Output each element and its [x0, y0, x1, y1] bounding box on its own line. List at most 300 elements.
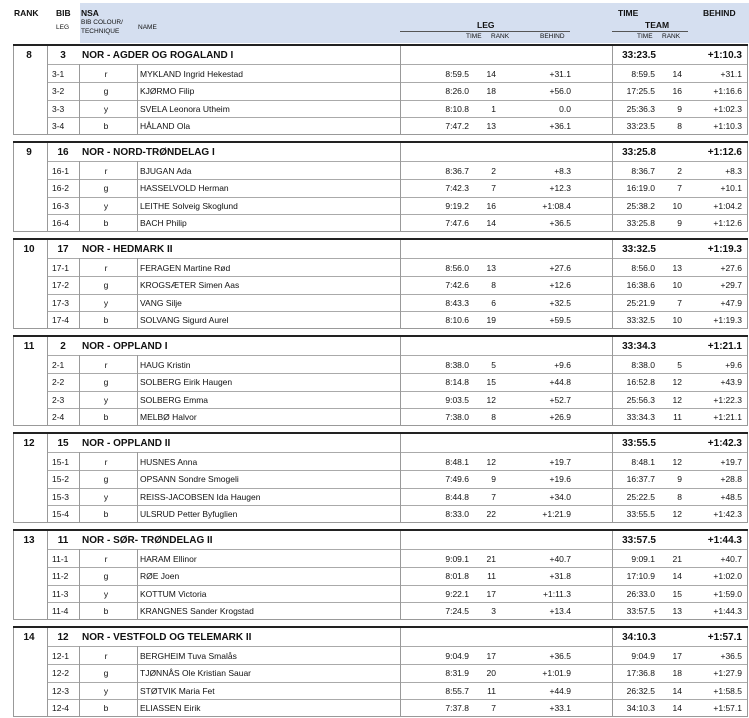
- column-divider: [137, 452, 138, 522]
- leg-behind: +31.1: [549, 68, 571, 79]
- header-leg-time: TIME: [466, 33, 482, 40]
- column-divider: [612, 531, 613, 619]
- column-divider: [137, 161, 138, 231]
- leg-number: 16-2: [52, 183, 70, 193]
- leg-behind: +36.5: [549, 650, 571, 661]
- column-divider: [747, 240, 748, 328]
- team-rank: 14: [23, 631, 35, 643]
- team-name: NOR - NORD-TRØNDELAG I: [82, 146, 215, 158]
- team-cumulative-behind: +27.6: [720, 262, 742, 273]
- leg-group-underline: [400, 31, 570, 32]
- column-divider: [47, 337, 48, 425]
- column-divider: [137, 355, 138, 425]
- leg-behind: +34.0: [549, 491, 571, 502]
- column-divider: [47, 434, 48, 522]
- team-name: NOR - SØR- TRØNDELAG II: [82, 534, 213, 546]
- athlete-name: BACH Philip: [140, 218, 187, 228]
- team-cumulative-time: 8:56.0: [631, 262, 655, 273]
- leg-row: [13, 215, 748, 232]
- leg-time: 7:47.6: [445, 218, 469, 228]
- bib-colour: b: [103, 315, 109, 325]
- team-cumulative-rank: 14: [672, 703, 682, 713]
- team-row: [13, 337, 748, 355]
- bib-colour: b: [103, 509, 109, 519]
- leg-row: [13, 259, 748, 276]
- leg-row: [13, 197, 748, 214]
- team-cumulative-rank: 15: [672, 588, 682, 599]
- column-divider: [13, 143, 14, 231]
- leg-time: 9:04.9: [445, 650, 469, 661]
- leg-row: [13, 100, 748, 117]
- column-divider: [79, 646, 80, 716]
- header-time: TIME: [618, 8, 639, 18]
- leg-rank: 13: [486, 262, 496, 273]
- athlete-name: KJØRMO Filip: [140, 86, 195, 96]
- column-divider: [47, 143, 48, 231]
- leg-rank: 13: [486, 121, 496, 131]
- team-cumulative-behind: +1:44.3: [713, 606, 742, 616]
- column-divider: [747, 434, 748, 522]
- athlete-name: KRANGNES Sander Krogstad: [140, 606, 254, 616]
- leg-rank: 6: [491, 297, 496, 308]
- team-cumulative-time: 8:38.0: [631, 359, 655, 370]
- leg-rank: 21: [486, 553, 496, 564]
- bib-colour: r: [104, 262, 108, 273]
- leg-behind: +32.5: [549, 297, 571, 308]
- bib-colour: r: [104, 553, 108, 564]
- leg-behind: +1:11.3: [543, 588, 571, 599]
- leg-row: [13, 682, 748, 699]
- bib-colour: g: [103, 86, 109, 96]
- bib-colour: y: [103, 200, 109, 211]
- bib-colour: y: [103, 491, 109, 502]
- leg-row: [13, 488, 748, 505]
- team-cumulative-behind: +1:12.6: [713, 218, 742, 228]
- team-cumulative-rank: 17: [672, 650, 682, 661]
- team-cumulative-behind: +40.7: [720, 553, 742, 564]
- leg-number: 12-3: [52, 685, 70, 696]
- leg-behind: +13.4: [549, 606, 571, 616]
- leg-time: 7:47.2: [445, 121, 469, 131]
- team-row: [13, 434, 748, 452]
- leg-rank: 17: [486, 588, 496, 599]
- leg-rank: 11: [487, 571, 496, 581]
- column-divider: [13, 628, 14, 716]
- leg-behind: +36.1: [549, 121, 571, 131]
- leg-number: 12-1: [52, 650, 70, 661]
- team-cumulative-rank: 12: [672, 509, 682, 519]
- team-bottom-rule: [13, 231, 748, 232]
- leg-behind: +52.7: [549, 394, 571, 405]
- athlete-name: ELIASSEN Eirik: [140, 703, 201, 713]
- team-cumulative-time: 16:38.6: [626, 280, 655, 290]
- bib-colour: y: [103, 685, 109, 696]
- leg-number: 11-4: [52, 606, 69, 616]
- team-cumulative-rank: 13: [672, 606, 682, 616]
- team-block: [13, 432, 748, 522]
- leg-row: [13, 506, 748, 523]
- leg-rank: 3: [491, 606, 496, 616]
- bib-colour: g: [103, 183, 109, 193]
- team-cumulative-rank: 8: [677, 121, 682, 131]
- column-divider: [13, 434, 14, 522]
- header-bib: BIB: [56, 8, 71, 18]
- leg-row: [13, 118, 748, 135]
- bib-colour: r: [104, 456, 108, 467]
- team-cumulative-behind: +1:27.9: [713, 668, 742, 678]
- leg-row: [13, 312, 748, 329]
- leg-time: 8:33.0: [445, 509, 469, 519]
- bib-colour: r: [104, 359, 108, 370]
- header-bib-colour: BIB COLOUR/: [81, 19, 123, 26]
- team-rank: 9: [26, 146, 32, 158]
- team-cumulative-time: 9:04.9: [631, 650, 655, 661]
- leg-row: [13, 180, 748, 197]
- leg-behind: +40.7: [549, 553, 571, 564]
- team-time: 33:25.8: [622, 146, 656, 158]
- bib-colour: y: [103, 588, 109, 599]
- athlete-name: HARAM Ellinor: [140, 553, 197, 564]
- athlete-name: SOLBERG Emma: [140, 394, 209, 405]
- leg-time: 7:38.0: [445, 412, 469, 422]
- team-cumulative-rank: 18: [672, 668, 682, 678]
- team-block: [13, 335, 748, 425]
- team-cumulative-rank: 14: [672, 68, 682, 79]
- column-divider: [747, 337, 748, 425]
- athlete-name: ULSRUD Petter Byfuglien: [140, 509, 238, 519]
- leg-rank: 15: [486, 377, 496, 387]
- team-group-underline: [612, 31, 688, 32]
- leg-row: [13, 294, 748, 311]
- leg-time: 8:43.3: [445, 297, 469, 308]
- column-divider: [400, 531, 401, 619]
- athlete-name: FERAGEN Martine Rød: [140, 262, 231, 273]
- column-divider: [13, 337, 14, 425]
- team-cumulative-behind: +1:59.0: [713, 588, 742, 599]
- column-divider: [13, 46, 14, 134]
- leg-behind: +1:08.4: [542, 200, 571, 211]
- team-bottom-rule: [13, 134, 748, 135]
- athlete-name: RØE Joen: [140, 571, 180, 581]
- leg-behind: +8.3: [554, 165, 571, 176]
- leg-rank: 8: [491, 412, 496, 422]
- header-leg-behind: BEHIND: [540, 33, 565, 40]
- team-time: 33:34.3: [622, 340, 656, 352]
- leg-behind: +36.5: [549, 218, 571, 228]
- leg-time: 8:31.9: [445, 668, 469, 678]
- leg-number: 16-4: [52, 218, 70, 228]
- team-bottom-rule: [13, 328, 748, 329]
- team-cumulative-rank: 13: [672, 262, 682, 273]
- leg-behind: +33.1: [549, 703, 571, 713]
- leg-row: [13, 647, 748, 664]
- athlete-name: OPSANN Sondre Smogeli: [140, 474, 239, 484]
- team-cumulative-rank: 10: [672, 280, 682, 290]
- team-cumulative-rank: 16: [672, 86, 682, 96]
- leg-time: 8:01.8: [445, 571, 469, 581]
- team-cumulative-time: 17:25.5: [626, 86, 655, 96]
- athlete-name: MELBØ Halvor: [140, 412, 197, 422]
- bib-colour: r: [104, 650, 108, 661]
- team-cumulative-time: 8:36.7: [631, 165, 655, 176]
- team-name: NOR - VESTFOLD OG TELEMARK II: [82, 631, 252, 643]
- team-behind: +1:10.3: [707, 49, 742, 61]
- team-cumulative-time: 17:36.8: [626, 668, 655, 678]
- team-cumulative-behind: +9.6: [725, 359, 742, 370]
- column-divider: [79, 452, 80, 522]
- team-bottom-rule: [13, 425, 748, 426]
- leg-rank: 2: [491, 165, 496, 176]
- leg-row: [13, 550, 748, 567]
- leg-time: 8:38.0: [445, 359, 469, 370]
- header-team-time: TIME: [637, 33, 653, 40]
- team-name: NOR - OPPLAND I: [82, 340, 168, 352]
- team-cumulative-time: 33:55.5: [626, 509, 655, 519]
- column-divider: [400, 46, 401, 134]
- header-team-rank: RANK: [662, 33, 681, 40]
- team-cumulative-behind: +31.1: [720, 68, 742, 79]
- leg-number: 11-2: [52, 571, 69, 581]
- team-time: 33:32.5: [622, 243, 656, 255]
- team-cumulative-rank: 12: [672, 456, 682, 467]
- header-leg-group: LEG: [477, 20, 495, 30]
- team-cumulative-time: 25:21.9: [626, 297, 655, 308]
- team-cumulative-rank: 2: [677, 165, 682, 176]
- column-divider: [137, 646, 138, 716]
- team-cumulative-time: 16:37.7: [626, 474, 655, 484]
- team-cumulative-time: 25:22.5: [626, 491, 655, 502]
- leg-time: 9:03.5: [445, 394, 469, 405]
- column-divider: [747, 531, 748, 619]
- leg-number: 3-4: [52, 121, 65, 131]
- column-divider: [79, 549, 80, 619]
- team-cumulative-behind: +1:19.3: [713, 315, 742, 325]
- leg-rank: 17: [486, 650, 496, 661]
- leg-rank: 19: [486, 315, 496, 325]
- team-cumulative-behind: +1:04.2: [713, 200, 742, 211]
- column-divider: [612, 240, 613, 328]
- leg-rank: 20: [486, 668, 496, 678]
- leg-number: 17-3: [52, 297, 70, 308]
- team-cumulative-rank: 12: [672, 394, 682, 405]
- athlete-name: KOTTUM Victoria: [140, 588, 207, 599]
- team-behind: +1:44.3: [707, 534, 742, 546]
- team-time: 33:55.5: [622, 437, 656, 449]
- leg-row: [13, 453, 748, 470]
- leg-time: 7:42.3: [445, 183, 469, 193]
- team-block: [13, 529, 748, 619]
- leg-time: 8:10.6: [445, 315, 469, 325]
- team-time: 33:57.5: [622, 534, 656, 546]
- bib-colour: r: [104, 165, 108, 176]
- team-cumulative-behind: +47.9: [720, 297, 742, 308]
- bib-colour: b: [103, 121, 109, 131]
- column-divider: [612, 434, 613, 522]
- team-bib: 17: [57, 243, 69, 255]
- leg-rank: 12: [486, 456, 496, 467]
- athlete-name: HÅLAND Ola: [140, 121, 191, 131]
- team-cumulative-rank: 10: [672, 315, 682, 325]
- leg-time: 9:09.1: [445, 553, 469, 564]
- leg-rank: 1: [491, 103, 496, 114]
- leg-row: [13, 277, 748, 294]
- bib-colour: y: [103, 297, 109, 308]
- leg-row: [13, 585, 748, 602]
- leg-row: [13, 391, 748, 408]
- athlete-name: REISS-JACOBSEN Ida Haugen: [140, 491, 261, 502]
- results-header: [0, 0, 749, 44]
- column-divider: [13, 240, 14, 328]
- leg-behind: +59.5: [549, 315, 571, 325]
- header-technique: TECHNIQUE: [81, 28, 120, 35]
- leg-behind: +12.3: [549, 183, 571, 193]
- column-divider: [612, 46, 613, 134]
- athlete-name: STØTVIK Maria Fet: [140, 685, 215, 696]
- leg-number: 17-2: [52, 280, 70, 290]
- leg-rank: 18: [486, 86, 496, 96]
- leg-row: [13, 665, 748, 682]
- bib-colour: g: [103, 280, 109, 290]
- leg-time: 7:24.5: [445, 606, 469, 616]
- leg-row: [13, 83, 748, 100]
- team-cumulative-rank: 11: [673, 412, 682, 422]
- leg-row: [13, 700, 748, 717]
- team-bib: 12: [57, 631, 69, 643]
- leg-time: 9:22.1: [445, 588, 469, 599]
- column-divider: [400, 143, 401, 231]
- leg-time: 8:59.5: [445, 68, 469, 79]
- leg-rank: 12: [486, 394, 496, 405]
- leg-row: [13, 65, 748, 82]
- leg-row: [13, 409, 748, 426]
- header-leg: LEG: [56, 24, 70, 31]
- leg-row: [13, 374, 748, 391]
- column-divider: [47, 531, 48, 619]
- leg-row: [13, 162, 748, 179]
- team-behind: +1:42.3: [707, 437, 742, 449]
- column-divider: [747, 628, 748, 716]
- column-divider: [47, 46, 48, 134]
- leg-number: 3-1: [52, 68, 65, 79]
- leg-rank: 22: [486, 509, 496, 519]
- leg-rank: 14: [486, 218, 496, 228]
- column-divider: [747, 46, 748, 134]
- team-time: 33:23.5: [622, 49, 656, 61]
- team-cumulative-behind: +19.7: [720, 456, 742, 467]
- team-cumulative-rank: 21: [672, 553, 682, 564]
- team-cumulative-time: 25:38.2: [626, 200, 655, 211]
- leg-time: 8:44.8: [445, 491, 469, 502]
- team-cumulative-time: 25:56.3: [626, 394, 655, 405]
- team-rank: 10: [23, 243, 35, 255]
- athlete-name: HAUG Kristin: [140, 359, 191, 370]
- team-cumulative-rank: 14: [672, 571, 682, 581]
- leg-behind: +56.0: [549, 86, 571, 96]
- team-rank: 12: [23, 437, 35, 449]
- leg-rank: 7: [491, 491, 496, 502]
- team-cumulative-behind: +1:16.6: [713, 86, 742, 96]
- team-cumulative-behind: +10.1: [720, 183, 742, 193]
- leg-rank: 16: [486, 200, 496, 211]
- team-behind: +1:12.6: [707, 146, 742, 158]
- team-name: NOR - HEDMARK II: [82, 243, 173, 255]
- team-bib: 15: [57, 437, 69, 449]
- team-cumulative-rank: 5: [677, 359, 682, 370]
- column-divider: [47, 628, 48, 716]
- athlete-name: SOLBERG Eirik Haugen: [140, 377, 233, 387]
- team-cumulative-time: 33:32.5: [626, 315, 655, 325]
- team-cumulative-time: 8:48.1: [631, 456, 655, 467]
- header-leg-rank: RANK: [491, 33, 510, 40]
- team-rank: 8: [26, 49, 32, 61]
- leg-number: 3-3: [52, 103, 65, 114]
- team-row: [13, 628, 748, 646]
- leg-number: 2-3: [52, 394, 65, 405]
- team-bib: 11: [57, 534, 69, 546]
- bib-colour: g: [103, 668, 109, 678]
- leg-time: 8:48.1: [445, 456, 469, 467]
- column-divider: [137, 258, 138, 328]
- team-cumulative-rank: 7: [677, 183, 682, 193]
- leg-rank: 7: [491, 183, 496, 193]
- column-divider: [79, 355, 80, 425]
- athlete-name: BJUGAN Ada: [140, 165, 192, 176]
- team-cumulative-behind: +1:42.3: [713, 509, 742, 519]
- team-cumulative-time: 33:25.8: [626, 218, 655, 228]
- team-row: [13, 46, 748, 64]
- leg-number: 2-2: [52, 377, 65, 387]
- team-cumulative-behind: +1:02.0: [713, 571, 742, 581]
- leg-behind: +12.6: [549, 280, 571, 290]
- team-block: [13, 141, 748, 231]
- athlete-name: MYKLAND Ingrid Hekestad: [140, 68, 243, 79]
- leg-behind: +1:01.9: [542, 668, 571, 678]
- leg-number: 12-2: [52, 668, 70, 678]
- leg-behind: +19.6: [549, 474, 571, 484]
- athlete-name: HASSELVOLD Herman: [140, 183, 229, 193]
- bib-colour: b: [103, 218, 109, 228]
- team-cumulative-time: 17:10.9: [626, 571, 655, 581]
- team-behind: +1:21.1: [707, 340, 742, 352]
- column-divider: [612, 628, 613, 716]
- team-cumulative-time: 34:10.3: [626, 703, 655, 713]
- column-divider: [400, 337, 401, 425]
- team-cumulative-behind: +48.5: [720, 491, 742, 502]
- leg-number: 15-4: [52, 509, 70, 519]
- team-cumulative-time: 25:36.3: [626, 103, 655, 114]
- team-cumulative-behind: +1:22.3: [713, 394, 742, 405]
- leg-time: 8:10.8: [445, 103, 469, 114]
- bib-colour: g: [103, 377, 109, 387]
- leg-rank: 5: [491, 359, 496, 370]
- header-team-group: TEAM: [645, 20, 670, 30]
- team-cumulative-time: 8:59.5: [631, 68, 655, 79]
- leg-number: 16-1: [52, 165, 70, 176]
- header-nsa: NSA: [81, 8, 99, 18]
- leg-number: 16-3: [52, 200, 70, 211]
- team-row: [13, 531, 748, 549]
- leg-time: 8:14.8: [445, 377, 469, 387]
- header-behind: BEHIND: [703, 8, 736, 18]
- team-time: 34:10.3: [622, 631, 656, 643]
- leg-rank: 9: [491, 474, 496, 484]
- team-cumulative-time: 33:23.5: [626, 121, 655, 131]
- team-cumulative-rank: 10: [672, 200, 682, 211]
- team-cumulative-rank: 9: [677, 218, 682, 228]
- team-bib: 16: [57, 146, 69, 158]
- leg-behind: +31.8: [549, 571, 571, 581]
- team-cumulative-time: 33:34.3: [626, 412, 655, 422]
